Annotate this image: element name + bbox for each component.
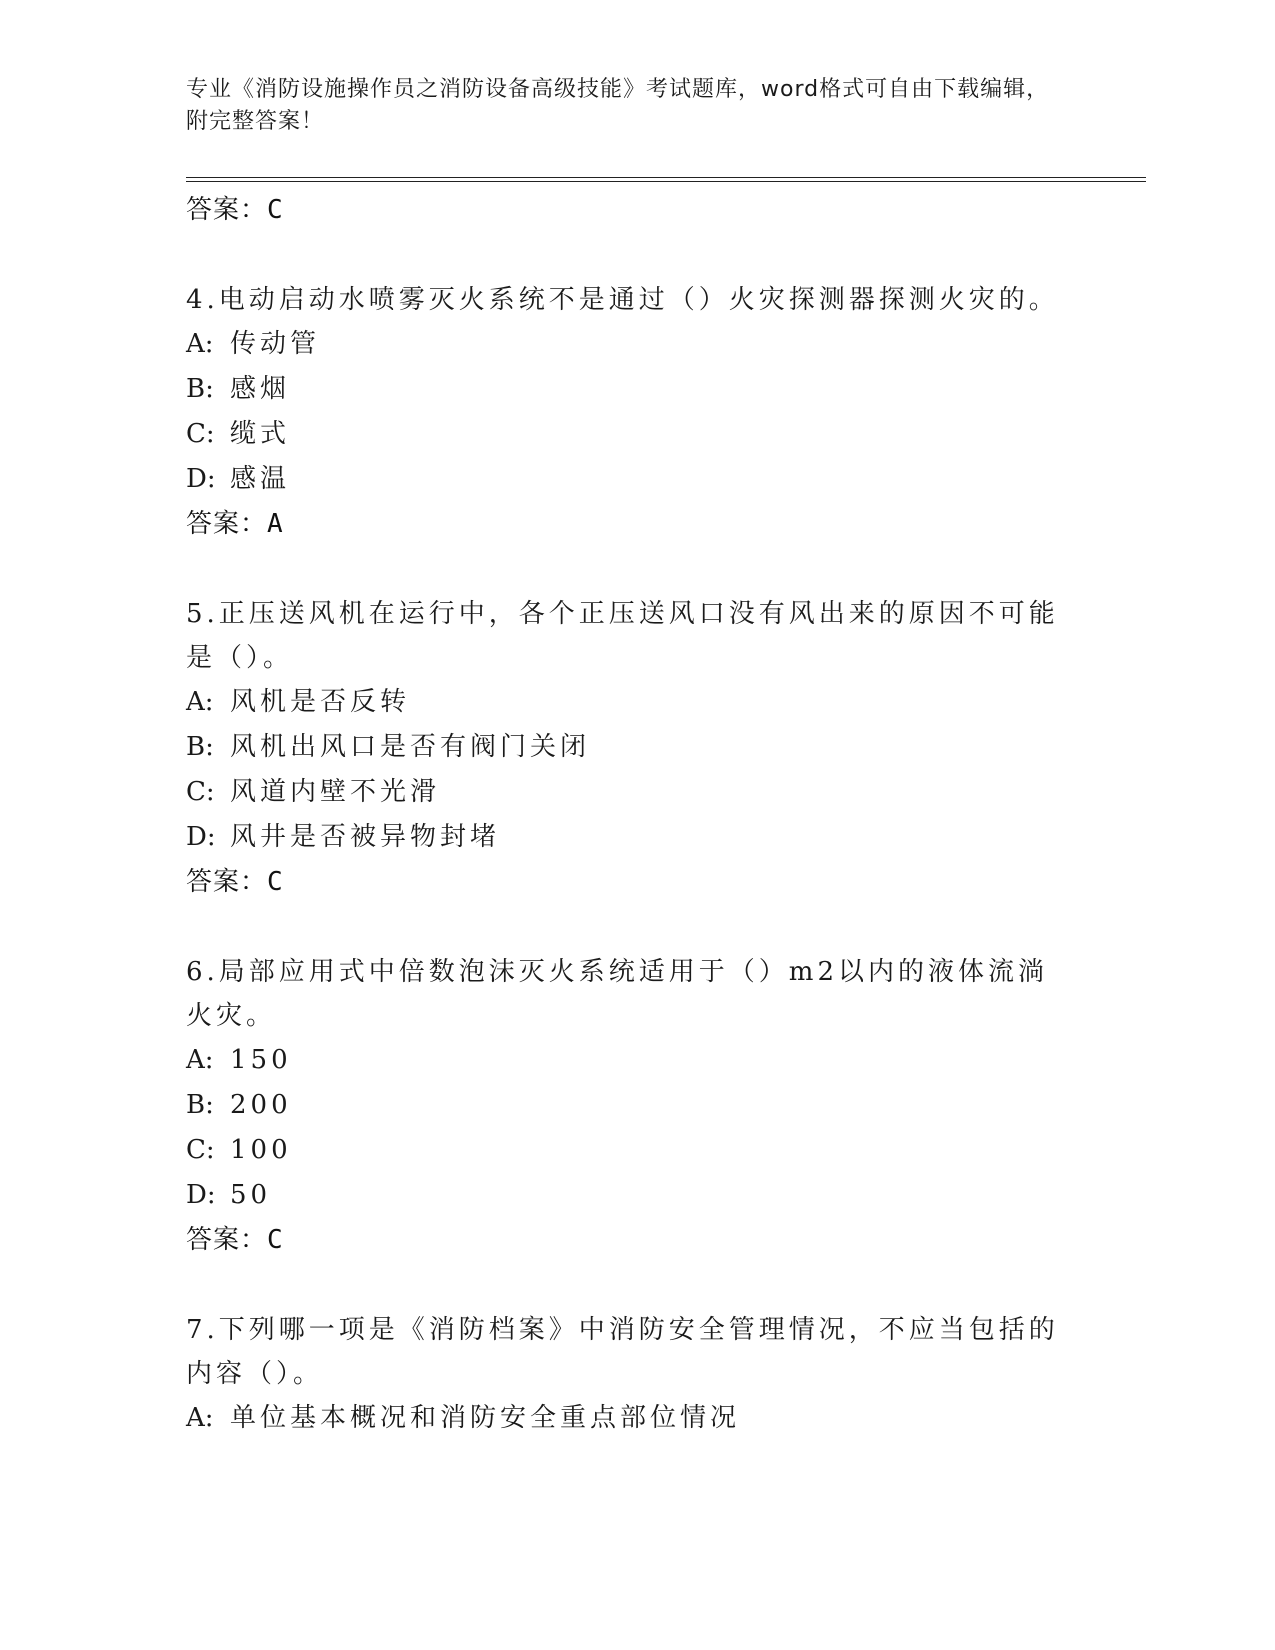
option-a bbox=[186, 1396, 1066, 1441]
question-5 bbox=[186, 592, 1066, 904]
question-text: 4.电动启动水喷雾灭火系统不是通过（）火灾探测器探测火灾的。 bbox=[186, 285, 1059, 315]
answer-label: 答案： bbox=[186, 195, 268, 225]
option-key: B: bbox=[186, 374, 214, 404]
option-key: B: bbox=[186, 732, 214, 762]
question-7 bbox=[186, 1308, 1066, 1441]
option-key: A: bbox=[186, 1045, 214, 1075]
option-key: C: bbox=[186, 777, 215, 807]
answer-line bbox=[186, 188, 1066, 232]
option-c bbox=[186, 412, 1066, 457]
header-divider bbox=[186, 177, 1146, 178]
option-text: 100 bbox=[230, 1135, 292, 1165]
option-key: D: bbox=[186, 1180, 216, 1210]
answer-line bbox=[186, 860, 1066, 904]
option-key: D: bbox=[186, 464, 216, 494]
question-text: 5.正压送风机在运行中，各个正压送风口没有风出来的原因不可能是（）。 bbox=[186, 599, 1059, 673]
option-text: 单位基本概况和消防安全重点部位情况 bbox=[230, 1403, 741, 1433]
question-list bbox=[186, 188, 1066, 1441]
option-a bbox=[186, 1038, 1066, 1083]
option-text: 风井是否被异物封堵 bbox=[230, 822, 501, 852]
option-text: 风道内壁不光滑 bbox=[230, 777, 441, 807]
option-d bbox=[186, 457, 1066, 502]
answer-value: C bbox=[267, 1225, 284, 1255]
answer-label: 答案： bbox=[186, 867, 268, 897]
option-b bbox=[186, 367, 1066, 412]
option-d bbox=[186, 815, 1066, 860]
option-text: 50 bbox=[230, 1180, 272, 1210]
answer-value: C bbox=[267, 867, 284, 897]
option-d bbox=[186, 1173, 1066, 1218]
question-text: 6.局部应用式中倍数泡沫灭火系统适用于（）m2以内的液体流淌火灾。 bbox=[186, 957, 1049, 1031]
option-key: D: bbox=[186, 822, 216, 852]
answer-value: A bbox=[267, 509, 284, 539]
answer-label: 答案： bbox=[186, 1225, 268, 1255]
answer-line bbox=[186, 1218, 1066, 1262]
option-text: 200 bbox=[230, 1090, 292, 1120]
option-c bbox=[186, 770, 1066, 815]
option-text: 感温 bbox=[230, 464, 291, 494]
option-c bbox=[186, 1128, 1066, 1173]
answer-value: C bbox=[267, 195, 284, 225]
question-6 bbox=[186, 950, 1066, 1262]
option-key: C: bbox=[186, 1135, 215, 1165]
answer-label: 答案： bbox=[186, 509, 268, 539]
answer-line bbox=[186, 502, 1066, 546]
option-key: B: bbox=[186, 1090, 214, 1120]
option-key: C: bbox=[186, 419, 215, 449]
page-header: 专业《消防设施操作员之消防设备高级技能》考试题库，word格式可自由下载编辑，附完整答案！ bbox=[186, 77, 1050, 134]
option-key: A: bbox=[186, 687, 214, 717]
option-key: A: bbox=[186, 329, 214, 359]
option-b bbox=[186, 1083, 1066, 1128]
option-key: A: bbox=[186, 1403, 214, 1433]
option-a bbox=[186, 680, 1066, 725]
question-4 bbox=[186, 278, 1066, 546]
option-text: 风机是否反转 bbox=[230, 687, 411, 717]
option-text: 传动管 bbox=[230, 329, 321, 359]
option-b bbox=[186, 725, 1066, 770]
option-a bbox=[186, 322, 1066, 367]
option-text: 150 bbox=[230, 1045, 292, 1075]
option-text: 缆式 bbox=[230, 419, 291, 449]
question-text: 7.下列哪一项是《消防档案》中消防安全管理情况，不应当包括的内容（）。 bbox=[186, 1315, 1059, 1389]
header-divider-double bbox=[186, 181, 1146, 182]
option-text: 风机出风口是否有阀门关闭 bbox=[230, 732, 591, 762]
option-text: 感烟 bbox=[230, 374, 291, 404]
